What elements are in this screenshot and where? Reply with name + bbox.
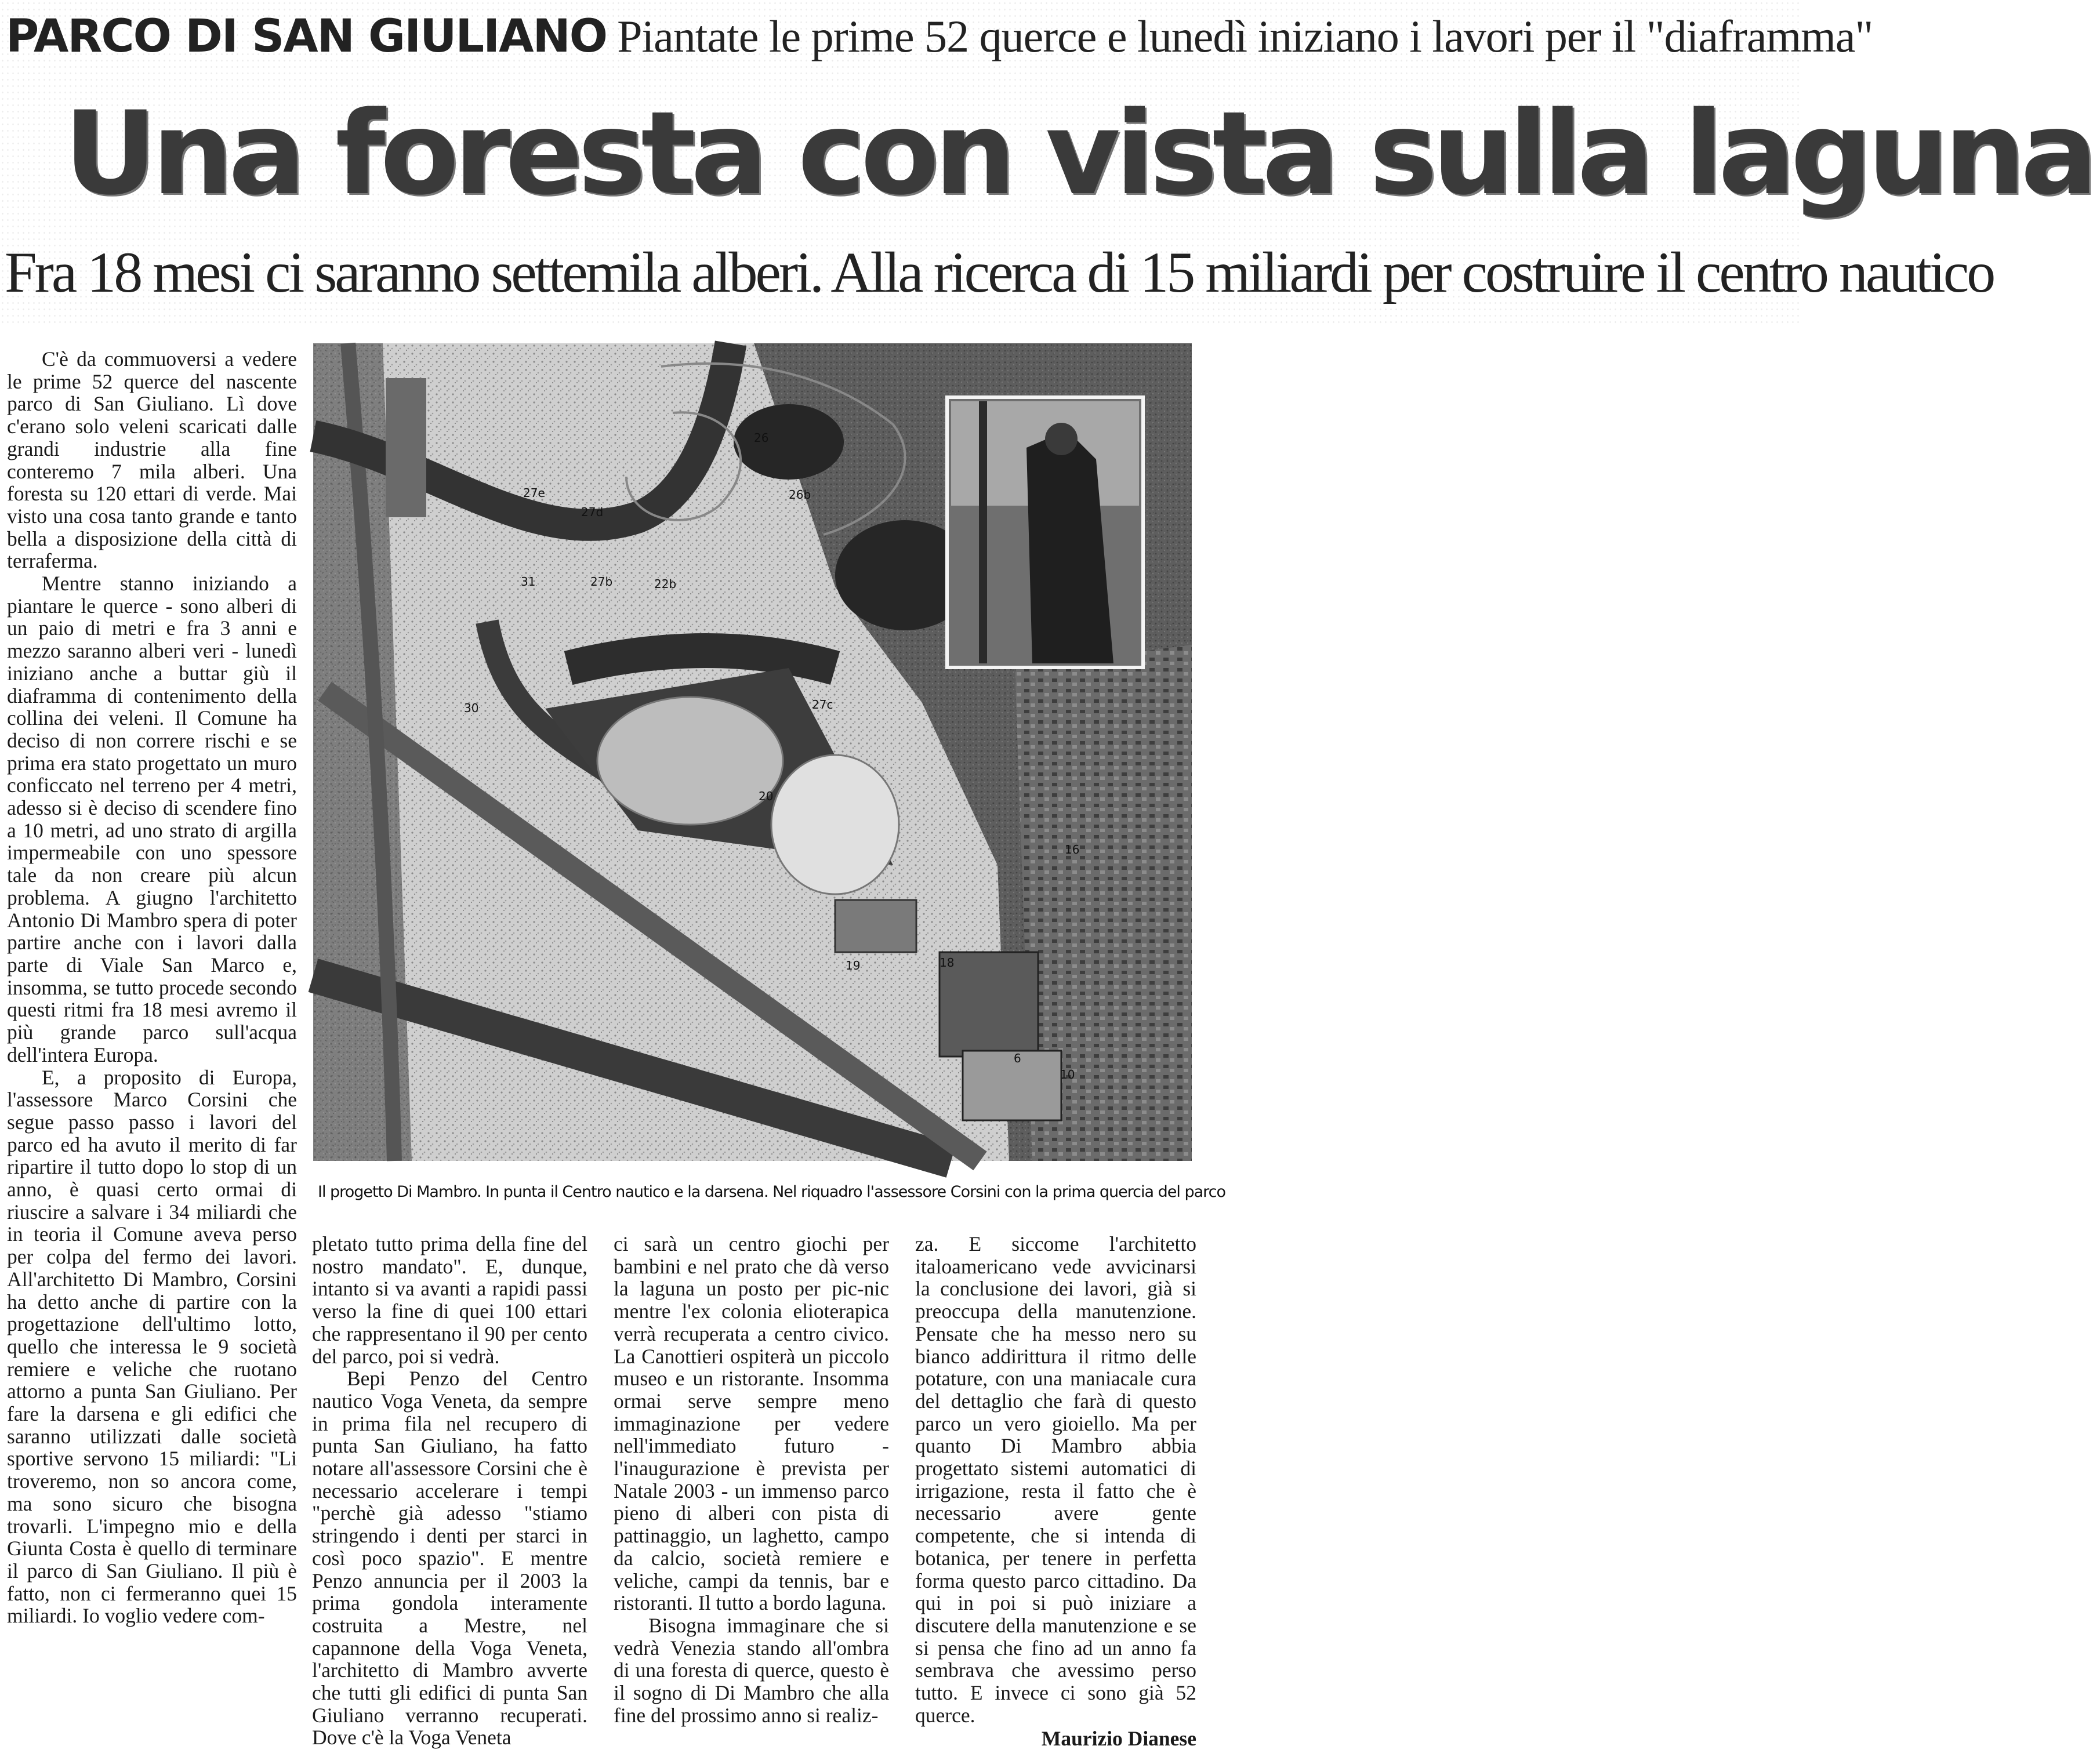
byline: Maurizio Dianese (1041, 1727, 1196, 1751)
photo-caption: Il progetto Di Mambro. In punta il Centro nautico e la darsena. Nel riquadro l'assessore Corsini con la prima quercia del parco (318, 1183, 1226, 1201)
kicker-text: Piantate le prime 52 querce e lunedì iniziano i lavori per il "diaframma" (617, 11, 1873, 61)
map-label: 27d (581, 505, 604, 519)
map-label: 27e (523, 486, 545, 500)
map-label: 20 (759, 789, 774, 803)
article-column-2 (312, 1233, 587, 1763)
paragraph: Mentre stanno iniziando a piantare le querce - sono alberi di un paio di metri e fra 3 anni e mezzo saranno alberi veri - lunedì iniziano anche a buttar giù il diaframma di contenimento della collina dei veleni. Il Comune ha deciso di non correre rischi e se prima era stato progettato un muro conficcato nel terreno per 4 metri, adesso si è deciso di scendere fino a 10 metri, ad uno strato di argilla impermeabile con uno spessore tale da non creare più alcun problema. A giugno l'architetto Antonio Di Mambro spera di poter partire anche con i lavori dalla parte di Viale San Marco e, insomma, se tutto procede secondo questi ritmi fra 18 mesi avremo il più grande parco sull'acqua dell'intera Europa. (7, 572, 297, 1066)
subheadline: Fra 18 mesi ci saranno settemila alberi. Alla ricerca di 15 miliardi per costruire il centro nautico (5, 240, 1994, 304)
map-label: 27c (812, 698, 833, 712)
paragraph: ci sarà un centro giochi per bambini e nel prato che dà verso la laguna un posto per pic-nic mentre l'ex colonia elioterapica verrà recuperata a centro civico. La Canottieri ospiterà un piccolo museo e un ristorante. Insomma ormai serve sempre meno immaginazione per vedere nell'immediato futuro - l'inaugurazione è prevista per Natale 2003 - un immenso parco pieno di alberi con pista di pattinaggio, un laghetto, campo da calcio, società remiere e veliche, campi da tennis, bar e ristoranti. Il tutto a bordo laguna. (614, 1232, 889, 1615)
map-label: 27b (590, 575, 613, 589)
map-label: 26 (754, 431, 769, 445)
paragraph: za. E siccome l'architetto italoamericano vede avvicinarsi la conclusione dei lavori, già si preoccupa della manutenzione. Pensate che ha messo nero su bianco addirittura il ritmo delle potature, con una maniacale cura del dettaglio che farà di questo parco un vero gioiello. Ma per quanto Di Mambro abbia progettato sistemi automatici di irrigazione, resta il fatto che è necessario avere gente competente, che si intenda di botanica, per tenere in perfetta forma questo parco cittadino. Da qui in poi si può iniziare a discutere della manutenzione e se si pensa che fino ad un anno fa sembrava che avessimo perso tutto. E invece ci sono già 52 querce. (915, 1232, 1196, 1727)
aerial-project-map (313, 343, 1192, 1161)
paragraph: pletato tutto prima della fine del nostro mandato". E, dunque, intanto si va avanti a rapidi passi verso la fine di quei 100 ettari che rappresentano il 90 per cento del parco, poi si vedrà. (312, 1232, 587, 1368)
map-label: 10 (1060, 1068, 1075, 1081)
map-label: 30 (464, 701, 479, 715)
paragraph: Bepi Penzo del Centro nautico Voga Veneta, da sempre in prima fila nel recupero di punta San Giuliano, ha fatto notare all'assessore Corsini che è necessario accelerare i tempi "perchè già adesso "stiamo stringendo i denti per starci in così poco spazio". E mentre Penzo annuncia per il 2003 la prima gondola interamente costruita a Mestre, nel capannone della Voga Veneta, l'architetto di Mambro avverte che tutti gli edifici di punta San Giuliano verranno recuperati. Dove c'è la Voga Veneta (312, 1367, 587, 1750)
article-column-1 (7, 348, 297, 1763)
map-label: 6 (1014, 1051, 1021, 1065)
map-label: 26b (789, 488, 811, 502)
map-label: 16 (1065, 843, 1080, 856)
paragraph: E, a proposito di Europa, l'assessore Marco Corsini che segue passo passo i lavori del parco ed ha avuto il merito di far ripartire il tutto dopo lo stop di un anno, è quasi certo ormai di riuscire a salvare i 34 miliardi che in teoria il Comune aveva perso per colpa del fermo dei lavori. All'architetto Di Mambro, Corsini ha detto anche di partire con la progettazione dell'ultimo lotto, quello che interessa le 9 società remiere e veliche che ruotano attorno a punta San Giuliano. Per fare la darsena e gli edifici che saranno utilizzati dalle società sportive servono 15 miliardi: "Li troveremo, non so ancora come, ma sono sicuro che bisogna trovarli. L'impegno mio e della Giunta Costa è quello di terminare il parco di San Giuliano. Il più è fatto, non ci fermeranno quei 15 miliardi. Io voglio vedere com- (7, 1065, 297, 1628)
kicker (6, 10, 1873, 74)
map-label: 31 (521, 575, 536, 589)
map-label: 18 (940, 956, 955, 970)
paragraph: Bisogna immaginare che si vedrà Venezia stando all'ombra di una foresta di querce, questo è il sogno di Di Mambro che alla fine del prossimo anno si realiz- (614, 1613, 889, 1727)
headline: Una foresta con vista sulla laguna (64, 86, 2093, 220)
article-column-3 (614, 1233, 889, 1763)
map-label: 19 (846, 959, 861, 972)
map-drawing (313, 343, 1192, 1161)
section-label: PARCO DI SAN GIULIANO (6, 10, 607, 63)
article-column-4 (915, 1233, 1196, 1763)
map-label: 22b (654, 577, 677, 591)
paragraph: C'è da commuoversi a vedere le prime 52 querce del nascente parco di San Giuliano. Lì dove c'erano solo veleni scaricati dalle grandi industrie alla fine conteremo 7 mila alberi. Una foresta su 120 ettari di verde. Mai visto una cosa tanto grande e tanto bella a disposizione della città di terraferma. (7, 347, 297, 573)
